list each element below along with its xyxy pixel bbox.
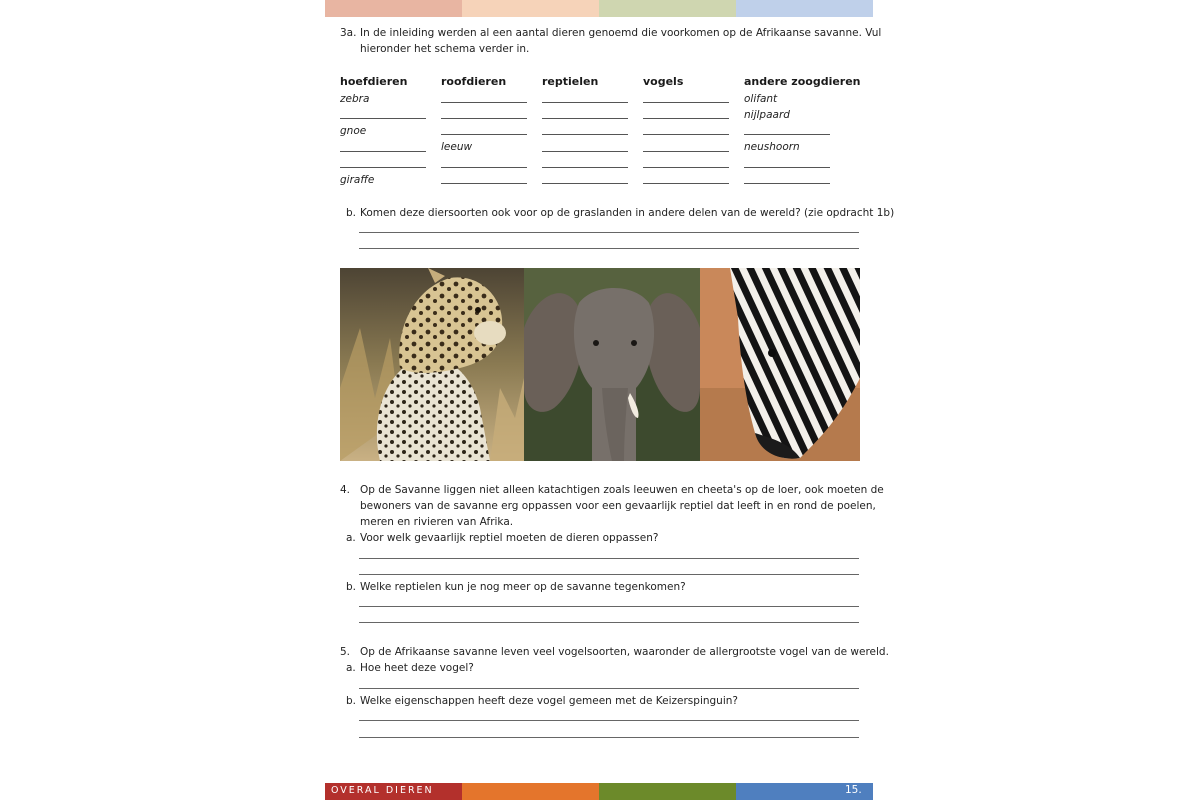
fill-line[interactable] <box>340 118 426 119</box>
elephant-photo <box>524 268 700 461</box>
answer-line[interactable] <box>359 606 859 607</box>
q3-line-1: In de inleiding werden al een aantal dieren genoemd die voorkomen op de Afrikaanse savanne. Vul <box>360 27 882 39</box>
answer-line[interactable] <box>359 720 859 721</box>
answer-line[interactable] <box>359 622 859 623</box>
fill-line[interactable] <box>441 118 527 119</box>
fill-line[interactable] <box>744 167 830 168</box>
fill-line[interactable] <box>340 151 426 152</box>
q3b-letter: b. <box>346 207 357 219</box>
header-roofdieren: roofdieren <box>441 75 507 88</box>
elephant-illustration <box>524 268 700 461</box>
cell-olifant: olifant <box>744 93 778 105</box>
header-vogels: vogels <box>643 75 684 88</box>
q5b-letter: b. <box>346 695 357 707</box>
zebra-photo <box>700 268 860 461</box>
footer-band-2 <box>462 783 599 800</box>
fill-line[interactable] <box>542 183 628 184</box>
fill-line[interactable] <box>542 167 628 168</box>
fill-line[interactable] <box>643 118 729 119</box>
cell-nijlpaard: nijlpaard <box>744 109 790 121</box>
header-hoefdieren: hoefdieren <box>340 75 408 88</box>
q3-number: 3a. <box>340 27 357 39</box>
q3b-text: Komen deze diersoorten ook voor op de graslanden in andere delen van de wereld? (zie opdracht 1b) <box>360 207 895 219</box>
fill-line[interactable] <box>643 167 729 168</box>
q4-line-2: bewoners van de savanne erg oppassen voor een gevaarlijk reptiel dat leeft in en rond de poelen, <box>360 500 876 512</box>
fill-line[interactable] <box>643 102 729 103</box>
top-band-3 <box>599 0 736 17</box>
fill-line[interactable] <box>542 151 628 152</box>
header-andere-zoogdieren: andere zoogdieren <box>744 75 861 88</box>
q4-number: 4. <box>340 484 351 496</box>
cell-gnoe: gnoe <box>340 125 367 137</box>
fill-line[interactable] <box>441 134 527 135</box>
fill-line[interactable] <box>441 183 527 184</box>
fill-line[interactable] <box>542 134 628 135</box>
fill-line[interactable] <box>542 102 628 103</box>
q5b-text: Welke eigenschappen heeft deze vogel gemeen met de Keizerspinguin? <box>360 695 738 707</box>
q4a-text: Voor welk gevaarlijk reptiel moeten de dieren oppassen? <box>360 532 659 544</box>
top-band-1 <box>325 0 462 17</box>
fill-line[interactable] <box>744 134 830 135</box>
cell-leeuw: leeuw <box>441 141 473 153</box>
answer-line[interactable] <box>359 688 859 689</box>
header-reptielen: reptielen <box>542 75 599 88</box>
top-band-4 <box>736 0 873 17</box>
cell-neushoorn: neushoorn <box>744 141 800 153</box>
q4b-letter: b. <box>346 581 357 593</box>
q5-number: 5. <box>340 646 351 658</box>
top-band-2 <box>462 0 599 17</box>
q5a-text: Hoe heet deze vogel? <box>360 662 474 674</box>
answer-line[interactable] <box>359 248 859 249</box>
q4-line-3: meren en rivieren van Afrika. <box>360 516 514 528</box>
fill-line[interactable] <box>643 151 729 152</box>
fill-line[interactable] <box>744 183 830 184</box>
leopard-illustration <box>340 268 524 461</box>
q5-line-1: Op de Afrikaanse savanne leven veel vogelsoorten, waaronder de allergrootste vogel van de wereld. <box>360 646 889 658</box>
page-number: 15. <box>845 784 862 796</box>
zebra-illustration <box>700 268 860 461</box>
fill-line[interactable] <box>441 102 527 103</box>
fill-line[interactable] <box>340 167 426 168</box>
answer-line[interactable] <box>359 574 859 575</box>
cell-giraffe: giraffe <box>340 174 375 186</box>
fill-line[interactable] <box>643 183 729 184</box>
fill-line[interactable] <box>441 167 527 168</box>
answer-line[interactable] <box>359 232 859 233</box>
q4a-letter: a. <box>346 532 356 544</box>
q3-line-2: hieronder het schema verder in. <box>360 43 530 55</box>
q4b-text: Welke reptielen kun je nog meer op de savanne tegenkomen? <box>360 581 686 593</box>
footer-band-3 <box>599 783 736 800</box>
cell-zebra: zebra <box>340 93 370 105</box>
fill-line[interactable] <box>643 134 729 135</box>
leopard-photo <box>340 268 524 461</box>
footer-title: OVERAL DIEREN <box>331 785 434 796</box>
answer-line[interactable] <box>359 737 859 738</box>
fill-line[interactable] <box>542 118 628 119</box>
q4-line-1: Op de Savanne liggen niet alleen katachtigen zoals leeuwen en cheeta's op de loer, ook moeten de <box>360 484 884 496</box>
q5a-letter: a. <box>346 662 356 674</box>
answer-line[interactable] <box>359 558 859 559</box>
